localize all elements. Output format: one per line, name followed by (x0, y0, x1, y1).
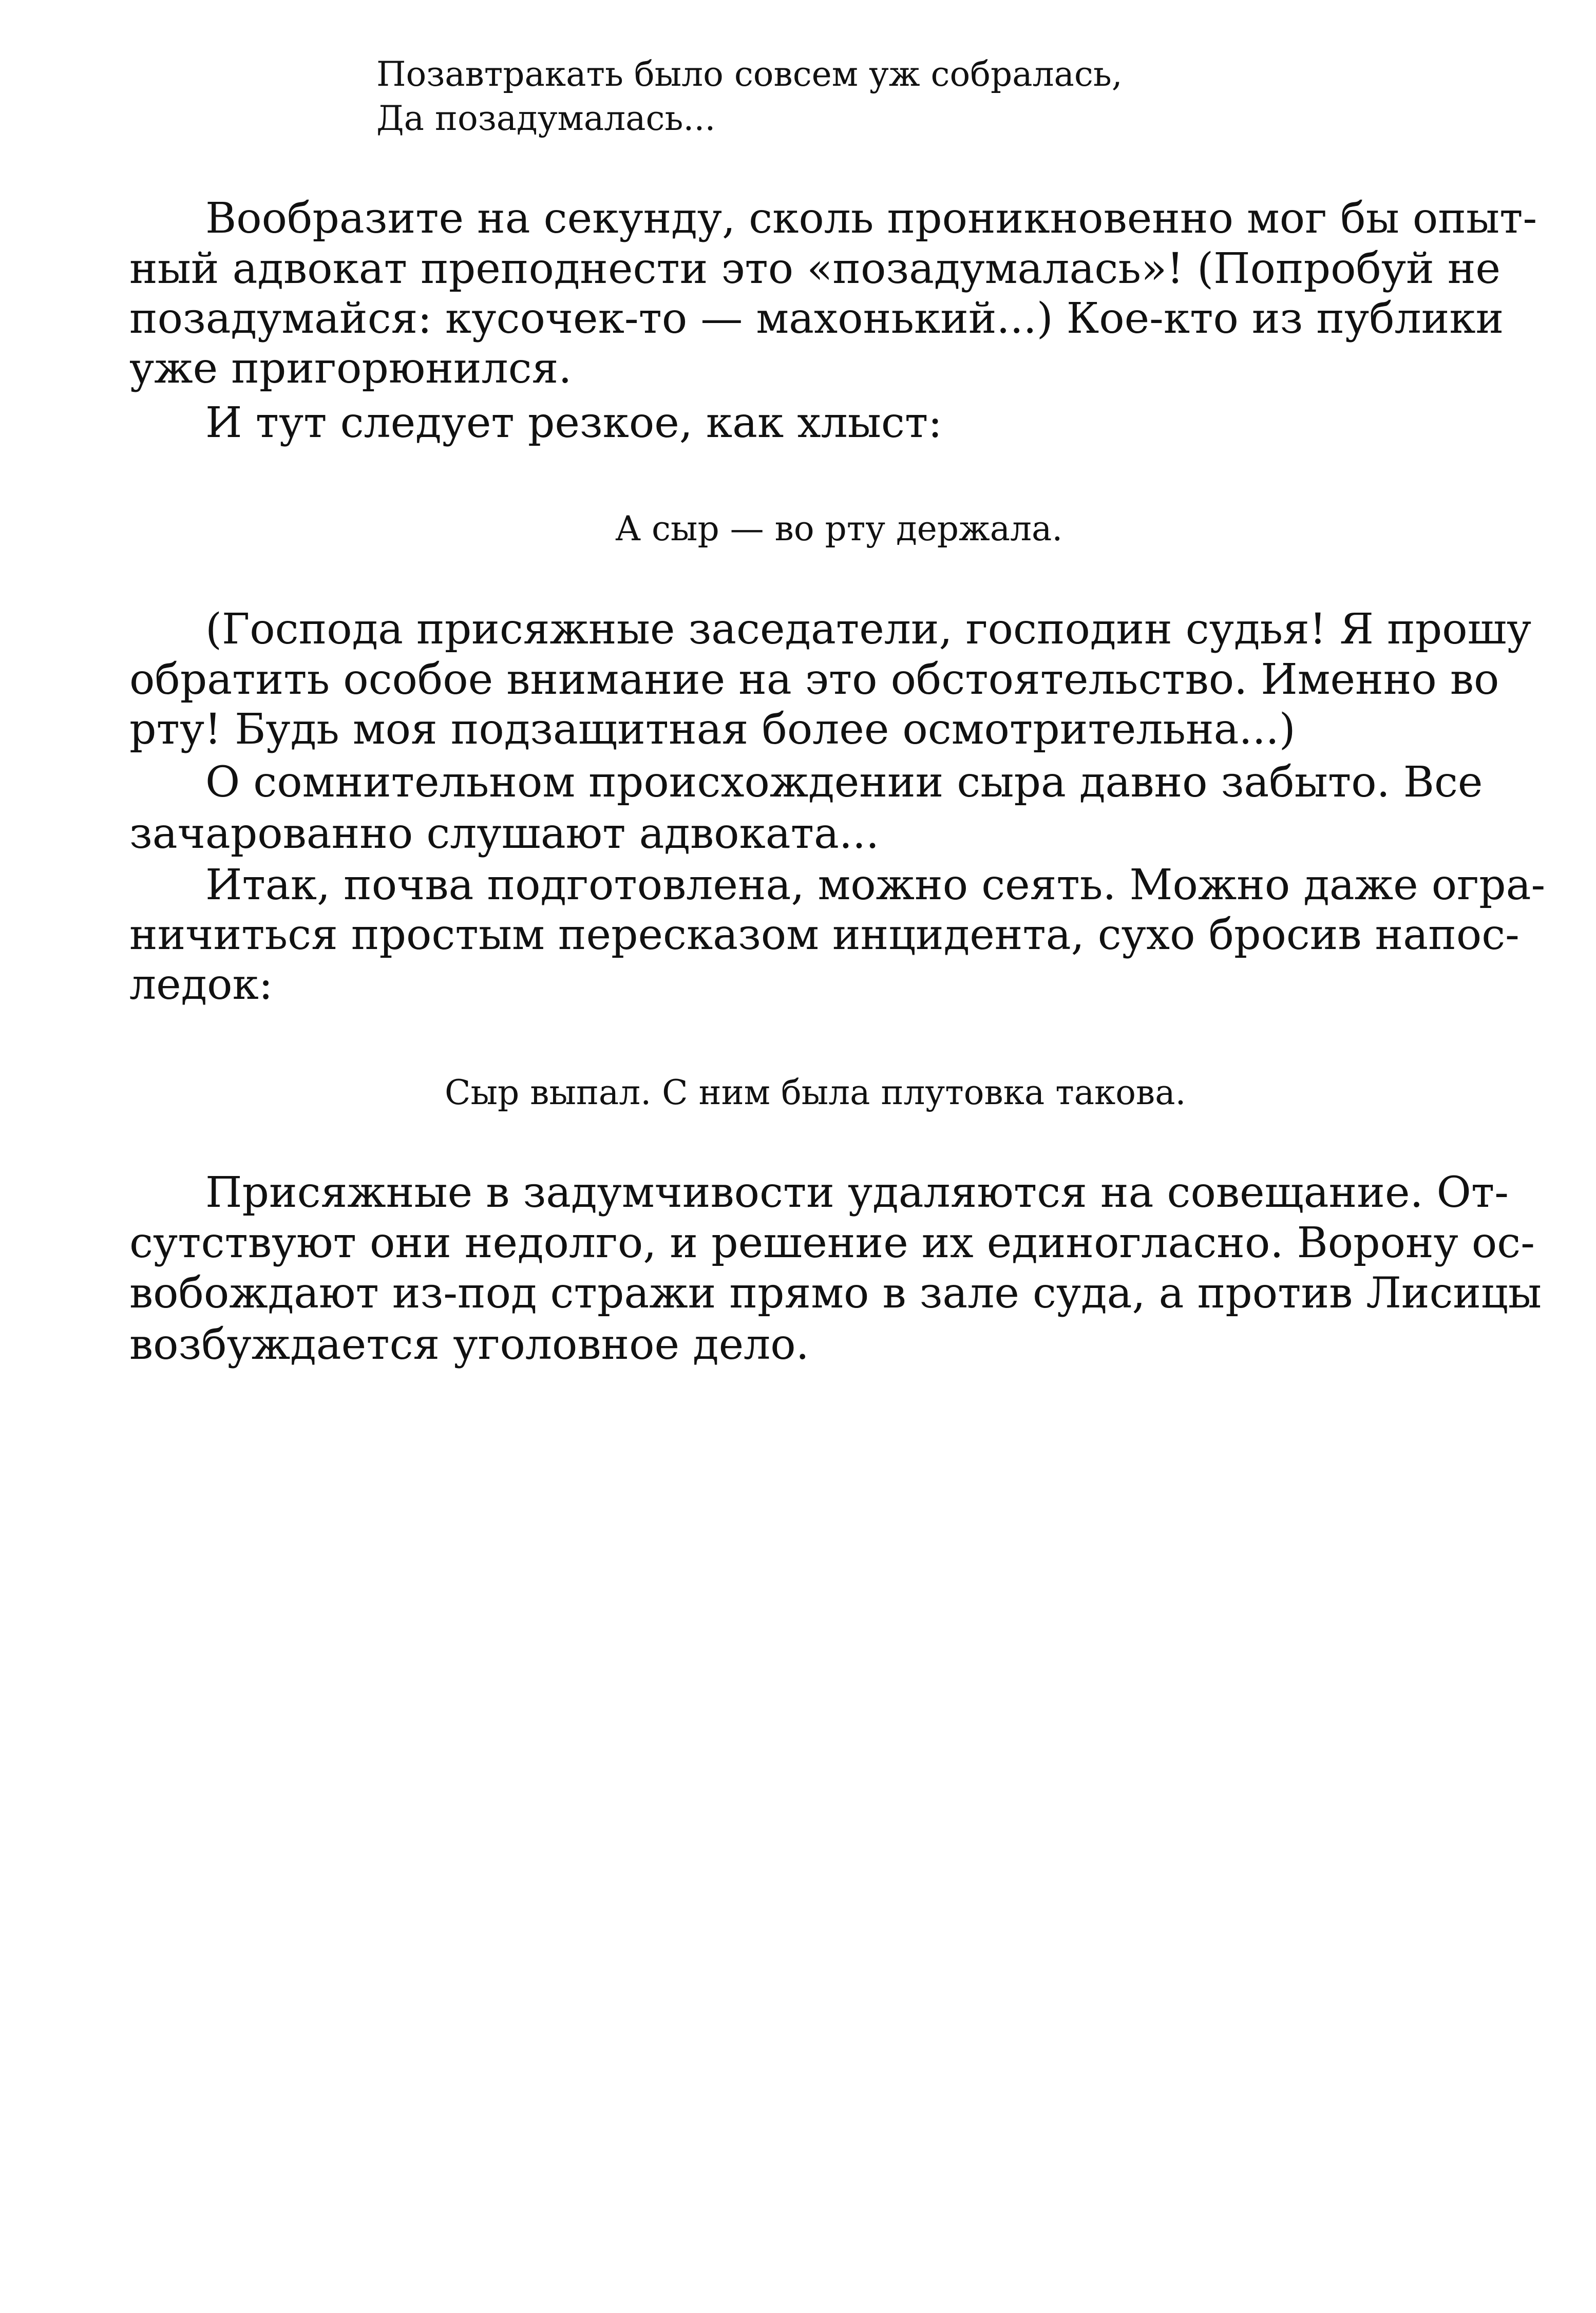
paragraph-line: обратить особое внимание на это обстоятельство. Именно во (129, 655, 1499, 704)
paragraph-line: Итак, почва подготовлена, можно сеять. Можно даже огра- (205, 861, 1546, 909)
paragraph-line: вобождают из-под стражи прямо в зале суда, а против Лисицы (129, 1269, 1542, 1318)
paragraph-line: позадумайся: кусочек-то — махонький...) Кое-кто из публики (129, 294, 1504, 343)
paragraph-line: Присяжные в задумчивости удаляются на совещание. От- (205, 1168, 1509, 1217)
verse-line: Сыр выпал. С ним была плутовка такова. (445, 1073, 1186, 1112)
paragraph-line: ледок: (129, 960, 273, 1009)
paragraph-line: рту! Будь моя подзащитная более осмотрительна...) (129, 705, 1296, 754)
paragraph-line: Вообразите на секунду, сколь проникновенно мог бы опыт- (205, 194, 1537, 243)
verse-line: Да позадумалась... (376, 99, 716, 138)
verse-line: Позавтракать было совсем уж собралась, (376, 54, 1123, 94)
paragraph-line: ничиться простым пересказом инцидента, сухо бросив напос- (129, 911, 1519, 959)
paragraph-line: зачарованно слушают адвоката... (129, 809, 880, 858)
paragraph-line: уже пригорюнился. (129, 344, 572, 393)
paragraph-line: ный адвокат преподнести это «позадумалась»! (Попробуй не (129, 244, 1501, 293)
verse-line: А сыр — во рту держала. (615, 509, 1063, 548)
paragraph-line: сутствуют они недолго, и решение их единогласно. Ворону ос- (129, 1219, 1535, 1267)
paragraph-line: возбуждается уголовное дело. (129, 1320, 809, 1369)
paragraph-line: О сомнительном происхождении сыра давно забыто. Все (205, 758, 1483, 807)
paragraph-line: (Господа присяжные заседатели, господин судья! Я прошу (205, 605, 1532, 654)
paragraph-line: И тут следует резкое, как хлыст: (205, 399, 942, 447)
